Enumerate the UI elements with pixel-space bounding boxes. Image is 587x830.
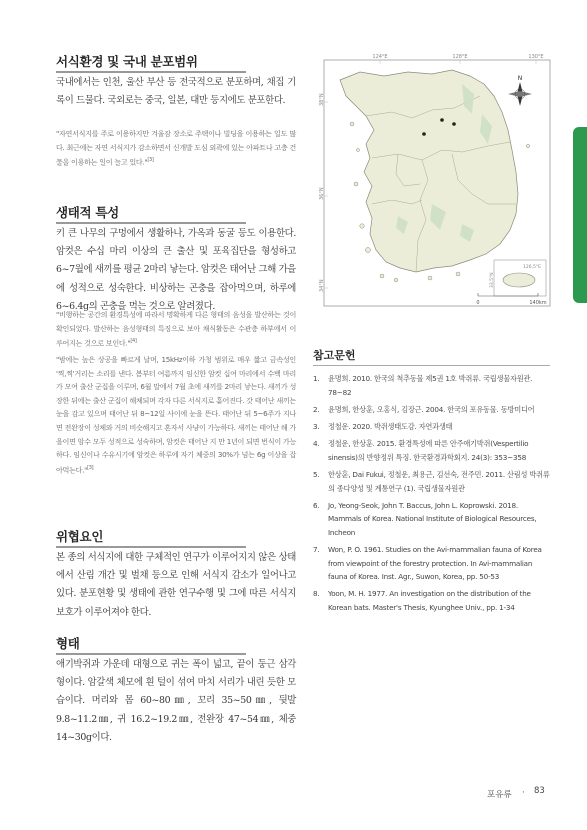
habitat-body: 국내에서는 인천, 울산 부산 등 전국적으로 분포하며, 채집 기록이 드물다. 국외로는 중국, 일본, 대만 등지에도 분포한다. — [56, 77, 296, 107]
ecology-quote-1: "비행하는 공간의 환경특성에 따라서 명확하게 다른 형태의 음성을 발산하는 것이 확인되었다. 발산하는 음성형태의 특징으로 보아 채식활동은 수관층 하부에서 이루어지는 것으로 보인다."[4] — [56, 310, 296, 348]
lon-label: 130°E — [528, 54, 544, 60]
reference-item: 7. Won, P. O. 1961. Studies on the Avi-mammalian fauna of Korea from viewpoint of the forestry protection. In Avi-mammalian fauna of Korea. Inst. Agr., Suwon, Korea, pp. 50-53 — [313, 545, 542, 582]
heading-threats: 위협요인 — [56, 529, 104, 544]
reference-item: 6. Jo, Yeong-Seok, John T. Baccus, John L. Koprowski. 2018. Mammals of Korea. National Institute of Biological Resources, Incheon — [313, 500, 537, 537]
section-tab — [573, 127, 587, 303]
jeju-island — [503, 273, 535, 287]
svg-text:N: N — [517, 75, 523, 82]
svg-text:0: 0 — [476, 300, 480, 306]
references-list — [313, 372, 551, 618]
heading-morphology: 형태 — [56, 636, 80, 651]
heading-habitat: 서식환경 및 국내 분포범위 — [56, 54, 198, 69]
distribution-map — [312, 54, 552, 310]
inset-lon-label: 126.5°E — [523, 265, 541, 270]
threats-body: 본 종의 서식지에 대한 구체적인 연구가 이루어지지 않은 상태에서 산림 개간 및 벌채 등으로 인해 서식지 감소가 일어나고 있다. 분포현황 및 생태에 관한 연구수행 및 그에 따른 서식지 보호가 이루어져야 한다. — [56, 552, 296, 618]
heading-underline — [56, 546, 246, 548]
reference-item: 5. 한상훈, Dai Fukui, 정철운, 최용근, 김선숙, 전주민. 2011. 산림성 박쥐류의 종다양성 및 계통연구 (1). 국립생물자원관 — [313, 469, 550, 493]
lat-label: 36°N — [319, 187, 325, 200]
habitat-quote: "자연서식지를 주로 이용하지만 겨울잠 장소로 주택이나 빌딩을 이용하는 일도 많다. 최근에는 자연 서식지가 감소하면서 신개발 도심 외곽에 있는 아파트나 고층 건물을 이용하는 일이 늘고 있다."[3] — [56, 129, 296, 167]
lon-label: 124°E — [372, 54, 388, 60]
ecology-quote-2: "밤에는 높은 상공을 빠르게 날며, 15kHz이하 가청 범위로 매우 짧고 금속성인 '찍,찍'거리는 소리를 낸다. 봄부터 여름까지 임신한 암컷 십여 마리에서 수백 마리가 모여 출산 군집을 이루며, 6월 말에서 7월 초에 새끼를 2마리 낳는다. 새끼가 성장한 뒤에는 출산 군집이 해체되며 각자 다른 서식지로 흩어진다. 갓 태어난 새끼는 눈을 감고 있으며 태어난 뒤 8~12일 사이에 눈을 뜬다. 태어난 뒤 5~6주가 지나면 전완장이 성체와 거의 비슷해지고 혼자서 사냥이 가능하다. 새끼는 태어난 해 가을이면 암수 모두 성적으로 성숙하며, 암컷은 태어난 지 만 1년이 되면 번식이 가능하다. 임신이나 수유시기에 암컷은 하루에 자기 체중의 30%가 넘는 6g 이상을 잡아먹는다."[3] — [56, 355, 296, 475]
ecology-body: 키 큰 나무의 구멍에서 생활하나, 가옥과 동굴 등도 이용한다. 암컷은 수십 마리 이상의 큰 출산 및 포육집단을 형성하고 6~7월에 새끼를 평균 2마리 낳는다. 암컷은 태어난 그해 가을에 성적으로 성숙한다. 비상하는 곤충을 잡아먹으며, 하루에 6~6.4g의 곤충을 먹는 것으로 알려졌다. — [56, 228, 296, 312]
lon-label: 128°E — [452, 54, 468, 60]
heading-ecology: 생태적 특성 — [56, 205, 119, 220]
page-number: 83 — [534, 786, 545, 796]
references-heading: 참고문헌 — [313, 349, 356, 362]
reference-item: 8. Yoon, M. H. 1977. An investigation on the distribution of the Korean bats. Master's Thesis, Kyunghee Univ., pp. 1-34 — [313, 589, 531, 613]
lat-label: 38°N — [319, 93, 325, 106]
reference-item: 2. 윤명희, 한상훈, 오홍식, 김장근. 2004. 한국의 포유동물. 동방미디어 — [313, 404, 535, 414]
svg-text:140km: 140km — [529, 300, 547, 306]
inset-lat-label: 33.5°N — [490, 272, 495, 288]
lat-label: 34°N — [319, 279, 325, 292]
reference-item: 1. 윤명희. 2010. 한국의 척추동물 제5권 1호 박쥐류. 국립생물자원관. 78~82 — [313, 374, 533, 397]
heading-underline — [56, 222, 246, 224]
reference-item: 3. 정철운. 2020. 박쥐생태도감. 자연과생태 — [313, 421, 453, 431]
references-divider — [313, 365, 550, 366]
footer-category: 포유류 — [487, 790, 512, 800]
footer-separator: · — [522, 788, 525, 798]
heading-underline — [56, 71, 246, 73]
heading-underline — [56, 653, 246, 655]
reference-item: 4. 정철운, 한상훈. 2015. 환경특성에 따른 안주애기박쥐(Vespertilio sinensis)의 반향정위 특징. 한국환경과학회지. 24(3): 353~358 — [313, 439, 529, 462]
morphology-body: 애기박쥐과 가운데 대형으로 귀는 폭이 넓고, 끝이 둥근 삼각형이다. 암갈색 체모에 흰 털이 섞여 마치 서리가 내린 듯한 모습이다. 머리와 몸 60~80㎜, 꼬리 35~50㎜, 뒷발 9.8~11.2㎜, 귀 16.2~19.2㎜, 전완장 47~54㎜, 체중 14~30g이다. — [56, 659, 296, 743]
